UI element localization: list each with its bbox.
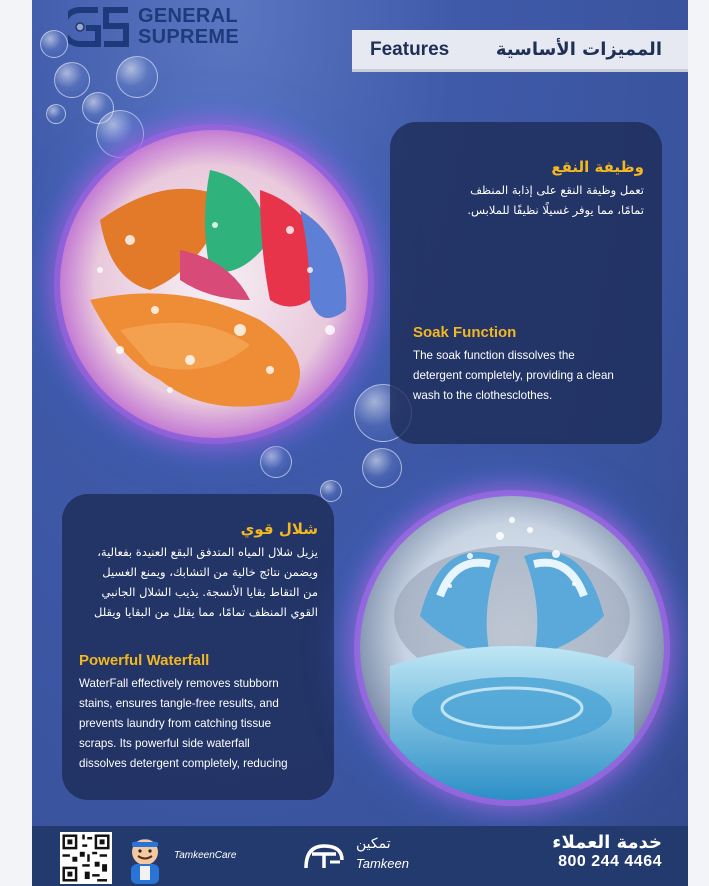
customer-service — [552, 832, 662, 871]
soak-title-en: Soak Function — [413, 324, 517, 341]
waterfall-illustration — [360, 496, 664, 800]
waterfall-body-ar-line: من التقاط بقايا الأنسجة. يذيب الشلال الجانبي — [101, 585, 318, 599]
waterfall-body-en-line: WaterFall effectively removes stubborn — [79, 677, 279, 690]
laundry-soak-image — [60, 130, 368, 438]
waterfall-body-en-line: prevents laundry from catching tissue — [79, 717, 272, 730]
qr-code-icon[interactable] — [60, 832, 112, 884]
customer-service-label: خدمة العملاء — [552, 832, 662, 853]
footer-bar — [32, 826, 688, 886]
waterfall-title-en: Powerful Waterfall — [79, 652, 210, 669]
waterfall-card — [62, 494, 334, 800]
waterfall-body-en-line: scraps. Its powerful side waterfall — [79, 737, 250, 750]
tamkeen-care-label: TamkeenCare — [174, 850, 237, 861]
waterfall-body-en-line: stains, ensures tangle-free results, and — [79, 697, 279, 710]
soak-body-en — [413, 346, 653, 406]
soak-body-ar — [404, 180, 644, 220]
soak-body-ar-line: تعمل وظيفة النقع على إذابة المنظف — [470, 183, 644, 197]
soak-body-en-line: detergent completely, providing a clean — [413, 369, 614, 382]
tamkeen-logo — [302, 836, 452, 876]
soak-body-en-line: The soak function dissolves the — [413, 349, 575, 362]
waterfall-body-en — [79, 674, 329, 774]
brand-logo — [68, 6, 239, 48]
tamkeen-logo-icon — [302, 842, 346, 872]
waterfall-drum-image — [360, 496, 664, 800]
waterfall-body-ar — [68, 542, 318, 622]
brochure-page — [32, 0, 688, 886]
waterfall-body-ar-line: ويضمن نتائج خالية من التشابك، ويمنع الغسيل — [102, 565, 318, 579]
waterfall-body-ar-line: القوي المنظف تمامًا، مما يقلل من البقايا ويقلل — [94, 605, 318, 619]
bubble-decoration — [260, 446, 292, 478]
bubble-decoration — [46, 104, 66, 124]
plumber-mascot-icon — [118, 830, 172, 884]
features-title-ar: المميزات الأساسية — [495, 39, 662, 60]
brand-name-line1: GENERAL — [138, 5, 238, 27]
bubble-decoration — [116, 56, 158, 98]
waterfall-body-en-line: dissolves detergent completely, reducing — [79, 757, 288, 770]
bubble-decoration — [54, 62, 90, 98]
tamkeen-name-en: Tamkeen — [356, 856, 409, 871]
laundry-illustration — [60, 130, 368, 438]
brand-name-line2: SUPREME — [138, 26, 240, 48]
tamkeen-care-logo — [118, 830, 268, 884]
brand-name — [138, 6, 239, 48]
tamkeen-name-ar: تمكين — [356, 836, 391, 852]
soak-body-en-line: wash to the clothesclothes. — [413, 389, 553, 402]
soak-body-ar-line: تمامًا، مما يوفر غسيلًا نظيفًا للملابس. — [467, 203, 644, 217]
bubble-decoration — [40, 30, 68, 58]
customer-service-phone[interactable]: 800 244 4464 — [558, 853, 662, 870]
bubble-decoration — [362, 448, 402, 488]
soak-function-card — [390, 122, 662, 444]
general-supreme-logo-icon — [68, 6, 132, 48]
waterfall-title-ar: شلال قوي — [240, 520, 318, 538]
features-title-en: Features — [370, 38, 450, 60]
soak-title-ar: وظيفة النقع — [551, 158, 644, 176]
waterfall-body-ar-line: يزيل شلال المياه المتدفق البقع العنيدة بفعالية، — [97, 545, 318, 559]
features-header — [352, 30, 688, 72]
